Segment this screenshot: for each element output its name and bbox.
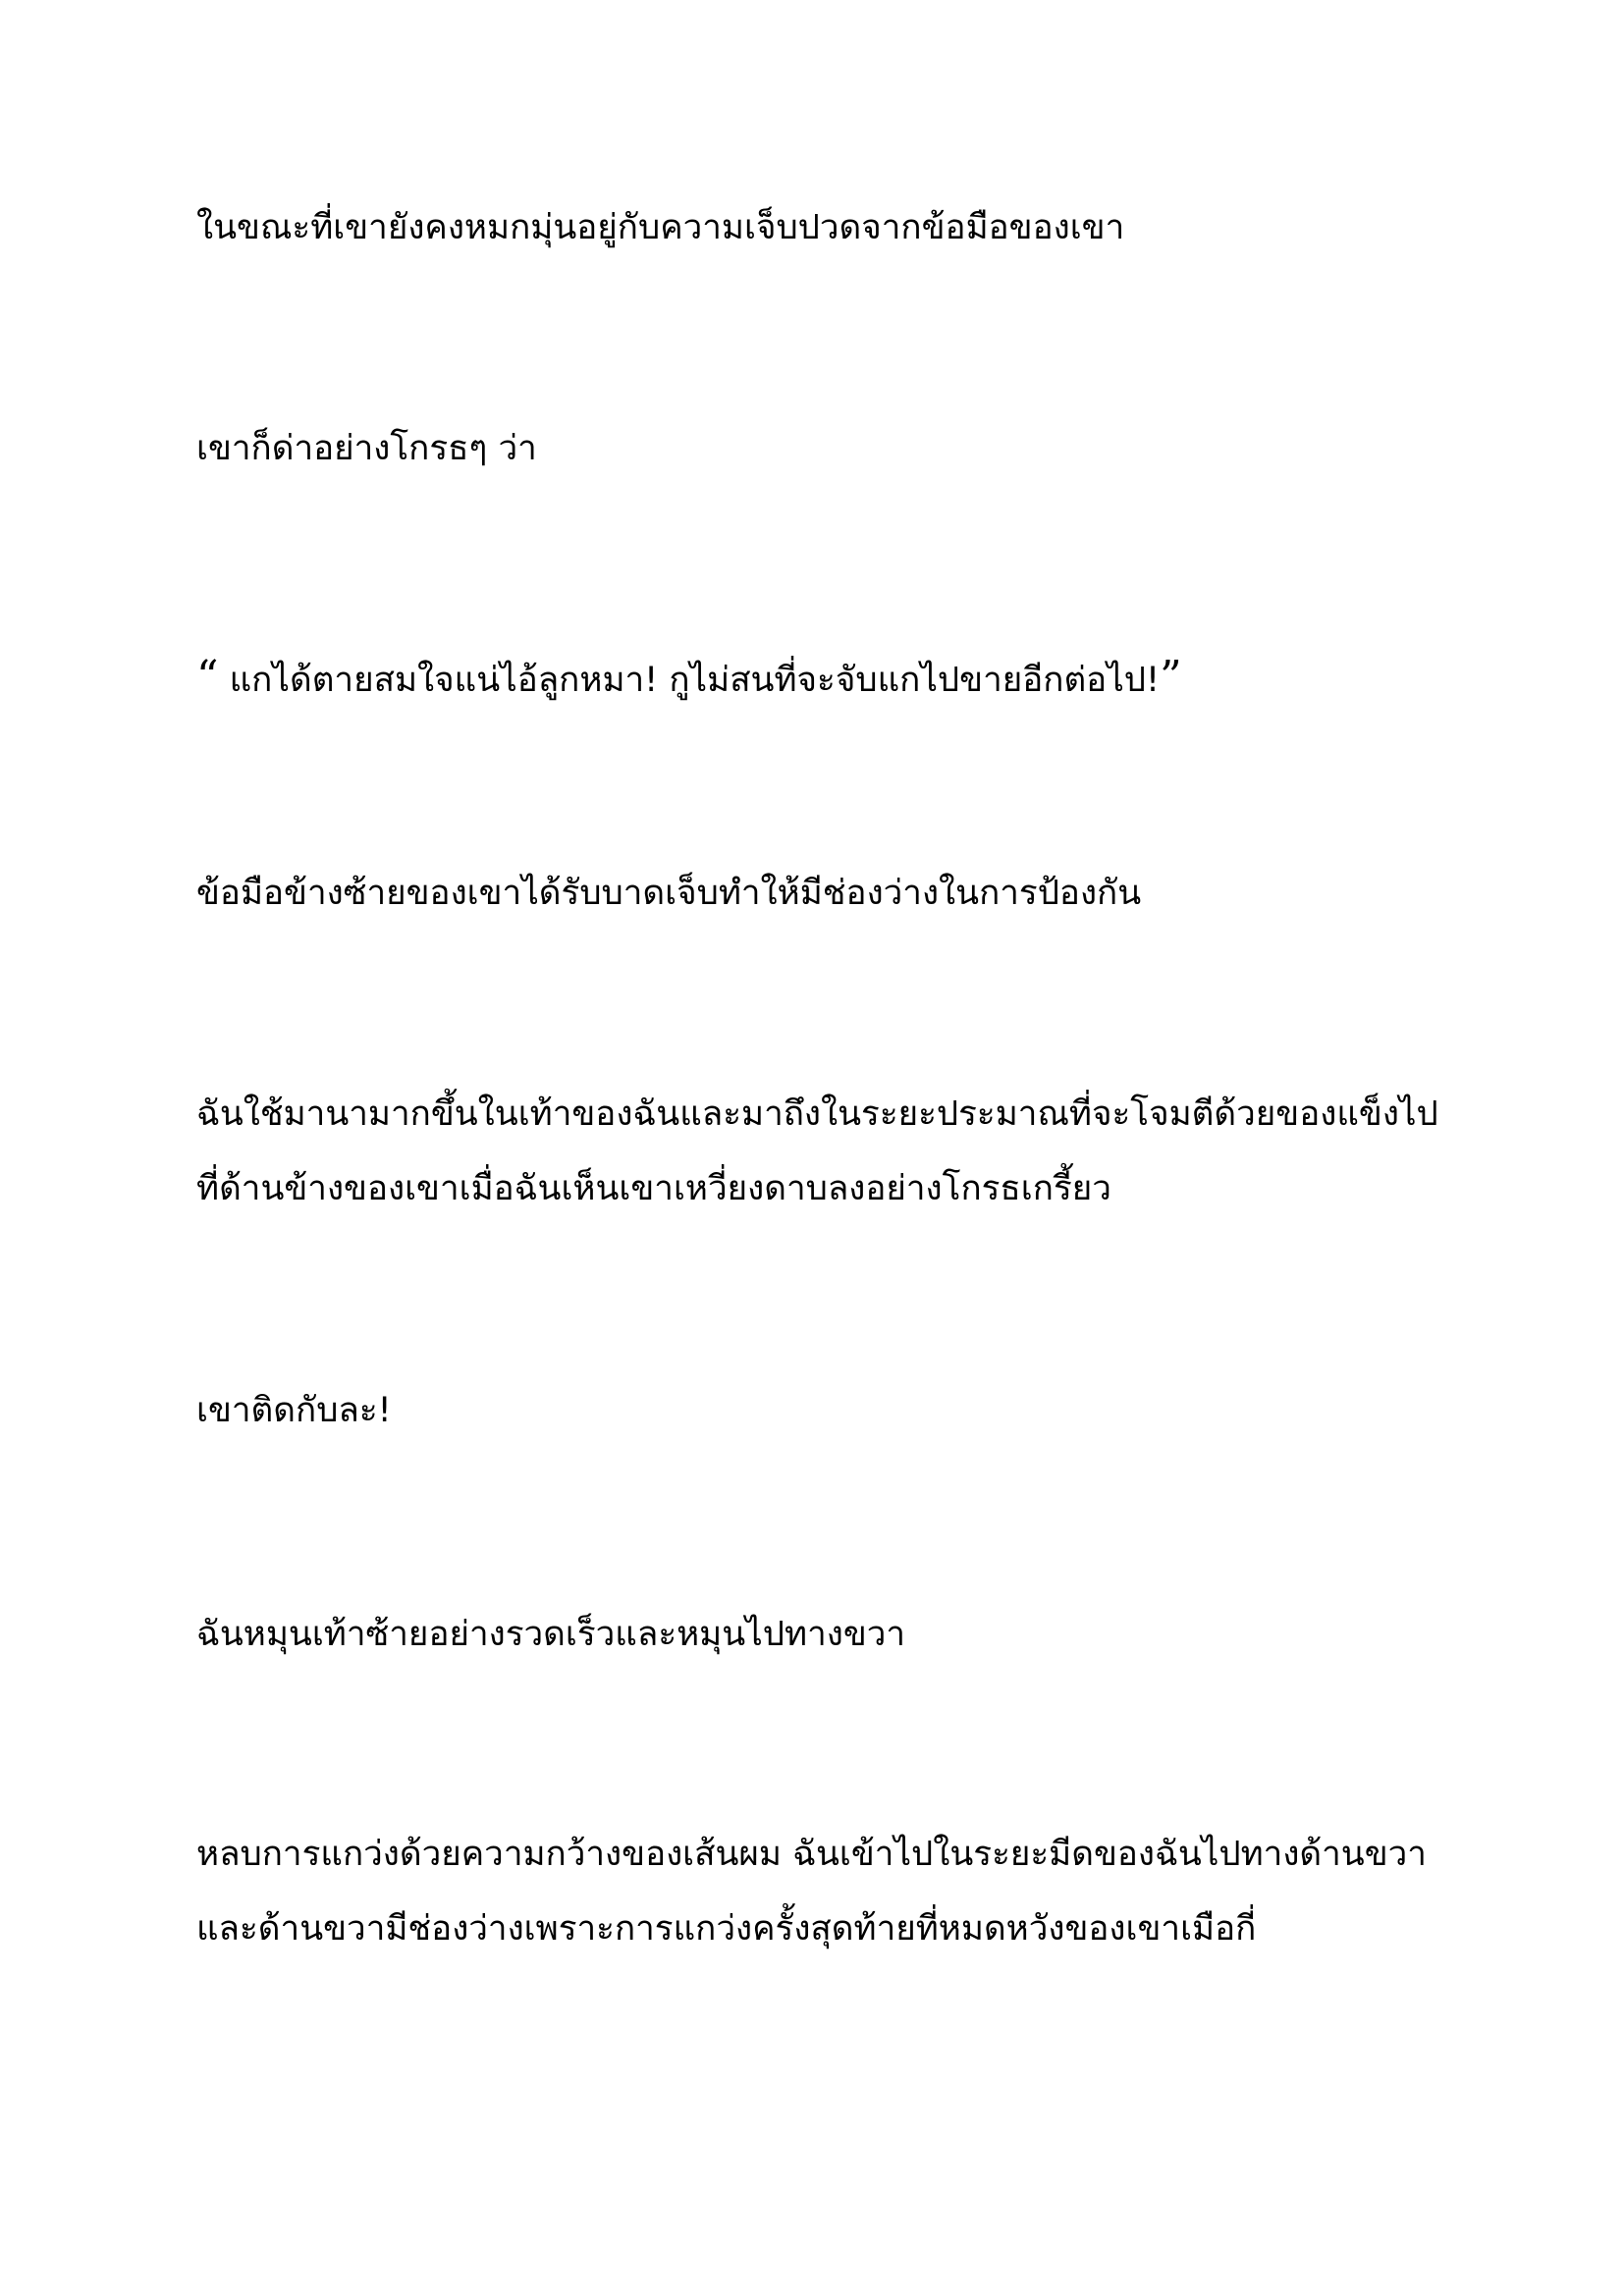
paragraph-5 bbox=[196, 1097, 1438, 1247]
paragraph-8 bbox=[196, 1835, 1427, 1987]
paragraph-6 bbox=[196, 1391, 392, 1468]
paragraph-5-line-2: ที่ด้านข้างของเขาเมื่อฉันเห็นเขาเหวี่ยงดาบลงอย่างโกรธเกรี้ยว bbox=[196, 1169, 1111, 1208]
paragraph-8-line-2: และด้านขวามีช่องว่างเพราะการแกว่งครั้งสุดท้ายที่หมดหวังของเขาเมือกี่ bbox=[196, 1909, 1257, 1949]
paragraph-3-dialogue bbox=[196, 652, 1182, 730]
paragraph-8-line-1: หลบการแกว่งด้วยความกว้างของเส้นผม ฉันเข้าไปในระยะมีดของฉันไปทางด้านขวา bbox=[196, 1835, 1427, 1874]
paragraph-6-line-1: เขาติดกับละ! bbox=[196, 1391, 392, 1430]
paragraph-4-line-1: ข้อมือข้างซ้ายของเขาได้รับบาดเจ็บทำให้มีช่องว่างในการป้องกัน bbox=[196, 874, 1142, 913]
close-quote-mark: ” bbox=[1160, 652, 1182, 702]
paragraph-3-line-1 bbox=[196, 652, 1182, 730]
paragraph-5-line-1: ฉันใช้มานามากขึ้นในเท้าของฉันและมาถึงในระยะประมาณที่จะโจมตีด้วยของแข็งไป bbox=[196, 1095, 1438, 1134]
paragraph-1-line-1: ในขณะที่เขายังคงหมกมุ่นอยู่กับความเจ็บปวดจากข้อมือของเขา bbox=[196, 208, 1125, 247]
paragraph-1 bbox=[196, 208, 1125, 286]
paragraph-7-line-1: ฉันหมุนเท้าซ้ายอย่างรวดเร็วและหมุนไปทางขวา bbox=[196, 1615, 906, 1654]
paragraph-2 bbox=[196, 429, 537, 507]
paragraph-7 bbox=[196, 1615, 906, 1692]
paragraph-4 bbox=[196, 874, 1142, 951]
open-quote-mark: “ bbox=[196, 652, 219, 702]
dialogue-text: แกได้ตายสมใจแน่ไอ้ลูกหมา! กูไม่สนที่จะจับแกไปขายอีกต่อไป! bbox=[218, 661, 1161, 700]
paragraph-2-line-1: เขาก็ด่าอย่างโกรธๆ ว่า bbox=[196, 429, 537, 468]
